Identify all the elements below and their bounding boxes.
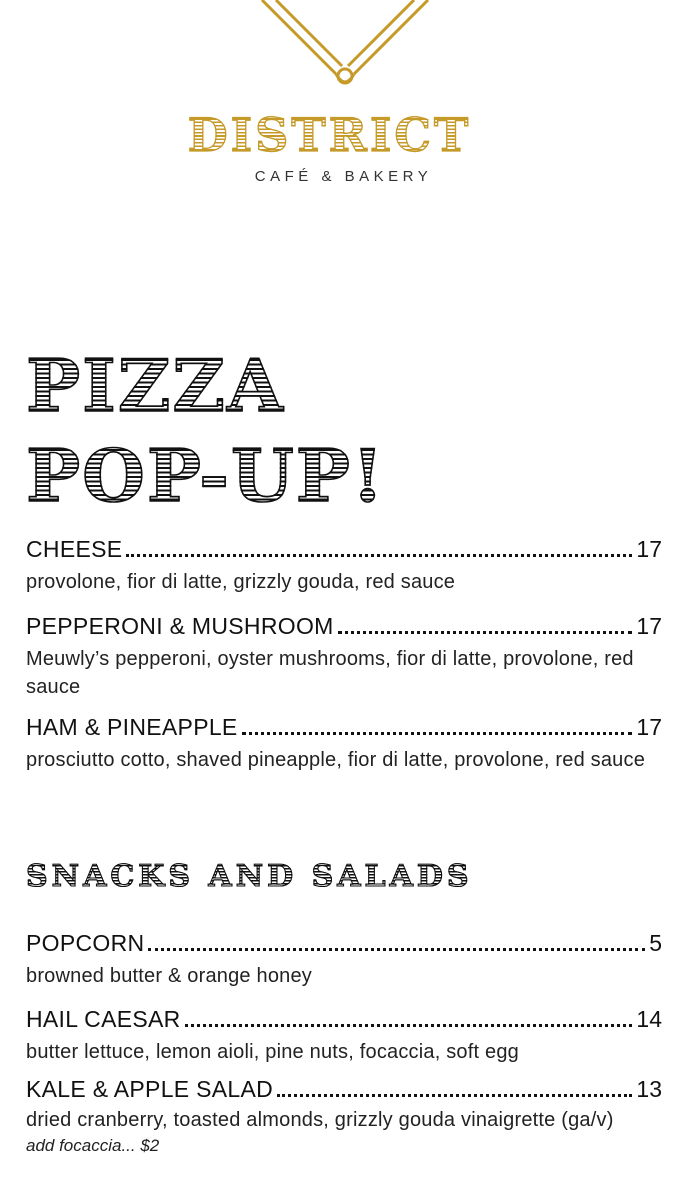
brand-name: DISTRICT	[0, 108, 667, 162]
menu-title-line-2: POP-UP!	[26, 433, 386, 518]
menu-item-name: KALE & APPLE SALAD	[26, 1076, 274, 1102]
menu-item-name: HAIL CAESAR	[26, 1006, 181, 1032]
interlocked-chevron-logo-icon	[250, 0, 440, 96]
menu-item-name: HAM & PINEAPPLE	[26, 714, 238, 740]
dot-leader	[338, 630, 633, 634]
menu-item-price: 14	[636, 1006, 662, 1032]
menu-item-description: provolone, fior di latte, grizzly gouda, red sauce	[26, 571, 456, 593]
menu-item-price: 13	[636, 1076, 662, 1102]
menu-title-line-1: PIZZA	[26, 343, 285, 428]
dot-leader	[277, 1093, 632, 1097]
menu-item-price: 5	[649, 930, 662, 956]
menu-item	[26, 1076, 662, 1156]
menu-item-price: 17	[636, 613, 662, 639]
menu-item-description: prosciutto cotto, shaved pineapple, fior di latte, provolone, red sauce	[26, 749, 646, 771]
menu-item	[26, 536, 662, 596]
dot-leader	[148, 947, 645, 951]
menu-item-description: dried cranberry, toasted almonds, grizzly gouda vinaigrette (ga/v)	[26, 1109, 614, 1131]
menu-item-price: 17	[636, 714, 662, 740]
menu-item	[26, 613, 662, 701]
menu-item-addon-note: add focaccia... $2	[26, 1136, 160, 1155]
menu-item-name: CHEESE	[26, 536, 123, 562]
section-heading-snacks: SNACKS AND SALADS	[26, 859, 473, 894]
menu-item-name: PEPPERONI & MUSHROOM	[26, 613, 334, 639]
menu-item	[26, 930, 662, 990]
brand-subtitle: CAFÉ & BAKERY	[254, 168, 433, 185]
menu-item-price: 17	[636, 536, 662, 562]
dot-leader	[242, 731, 633, 735]
menu-item	[26, 1006, 662, 1066]
dot-leader	[185, 1023, 633, 1027]
menu-item-name: POPCORN	[26, 930, 145, 956]
menu-item	[26, 714, 662, 774]
menu-item-description: browned butter & orange honey	[26, 965, 312, 987]
menu-item-description: butter lettuce, lemon aioli, pine nuts, focaccia, soft egg	[26, 1041, 519, 1063]
dot-leader	[126, 553, 632, 557]
menu-item-description: Meuwly’s pepperoni, oyster mushrooms, fior di latte, provolone, red sauce	[26, 648, 634, 698]
